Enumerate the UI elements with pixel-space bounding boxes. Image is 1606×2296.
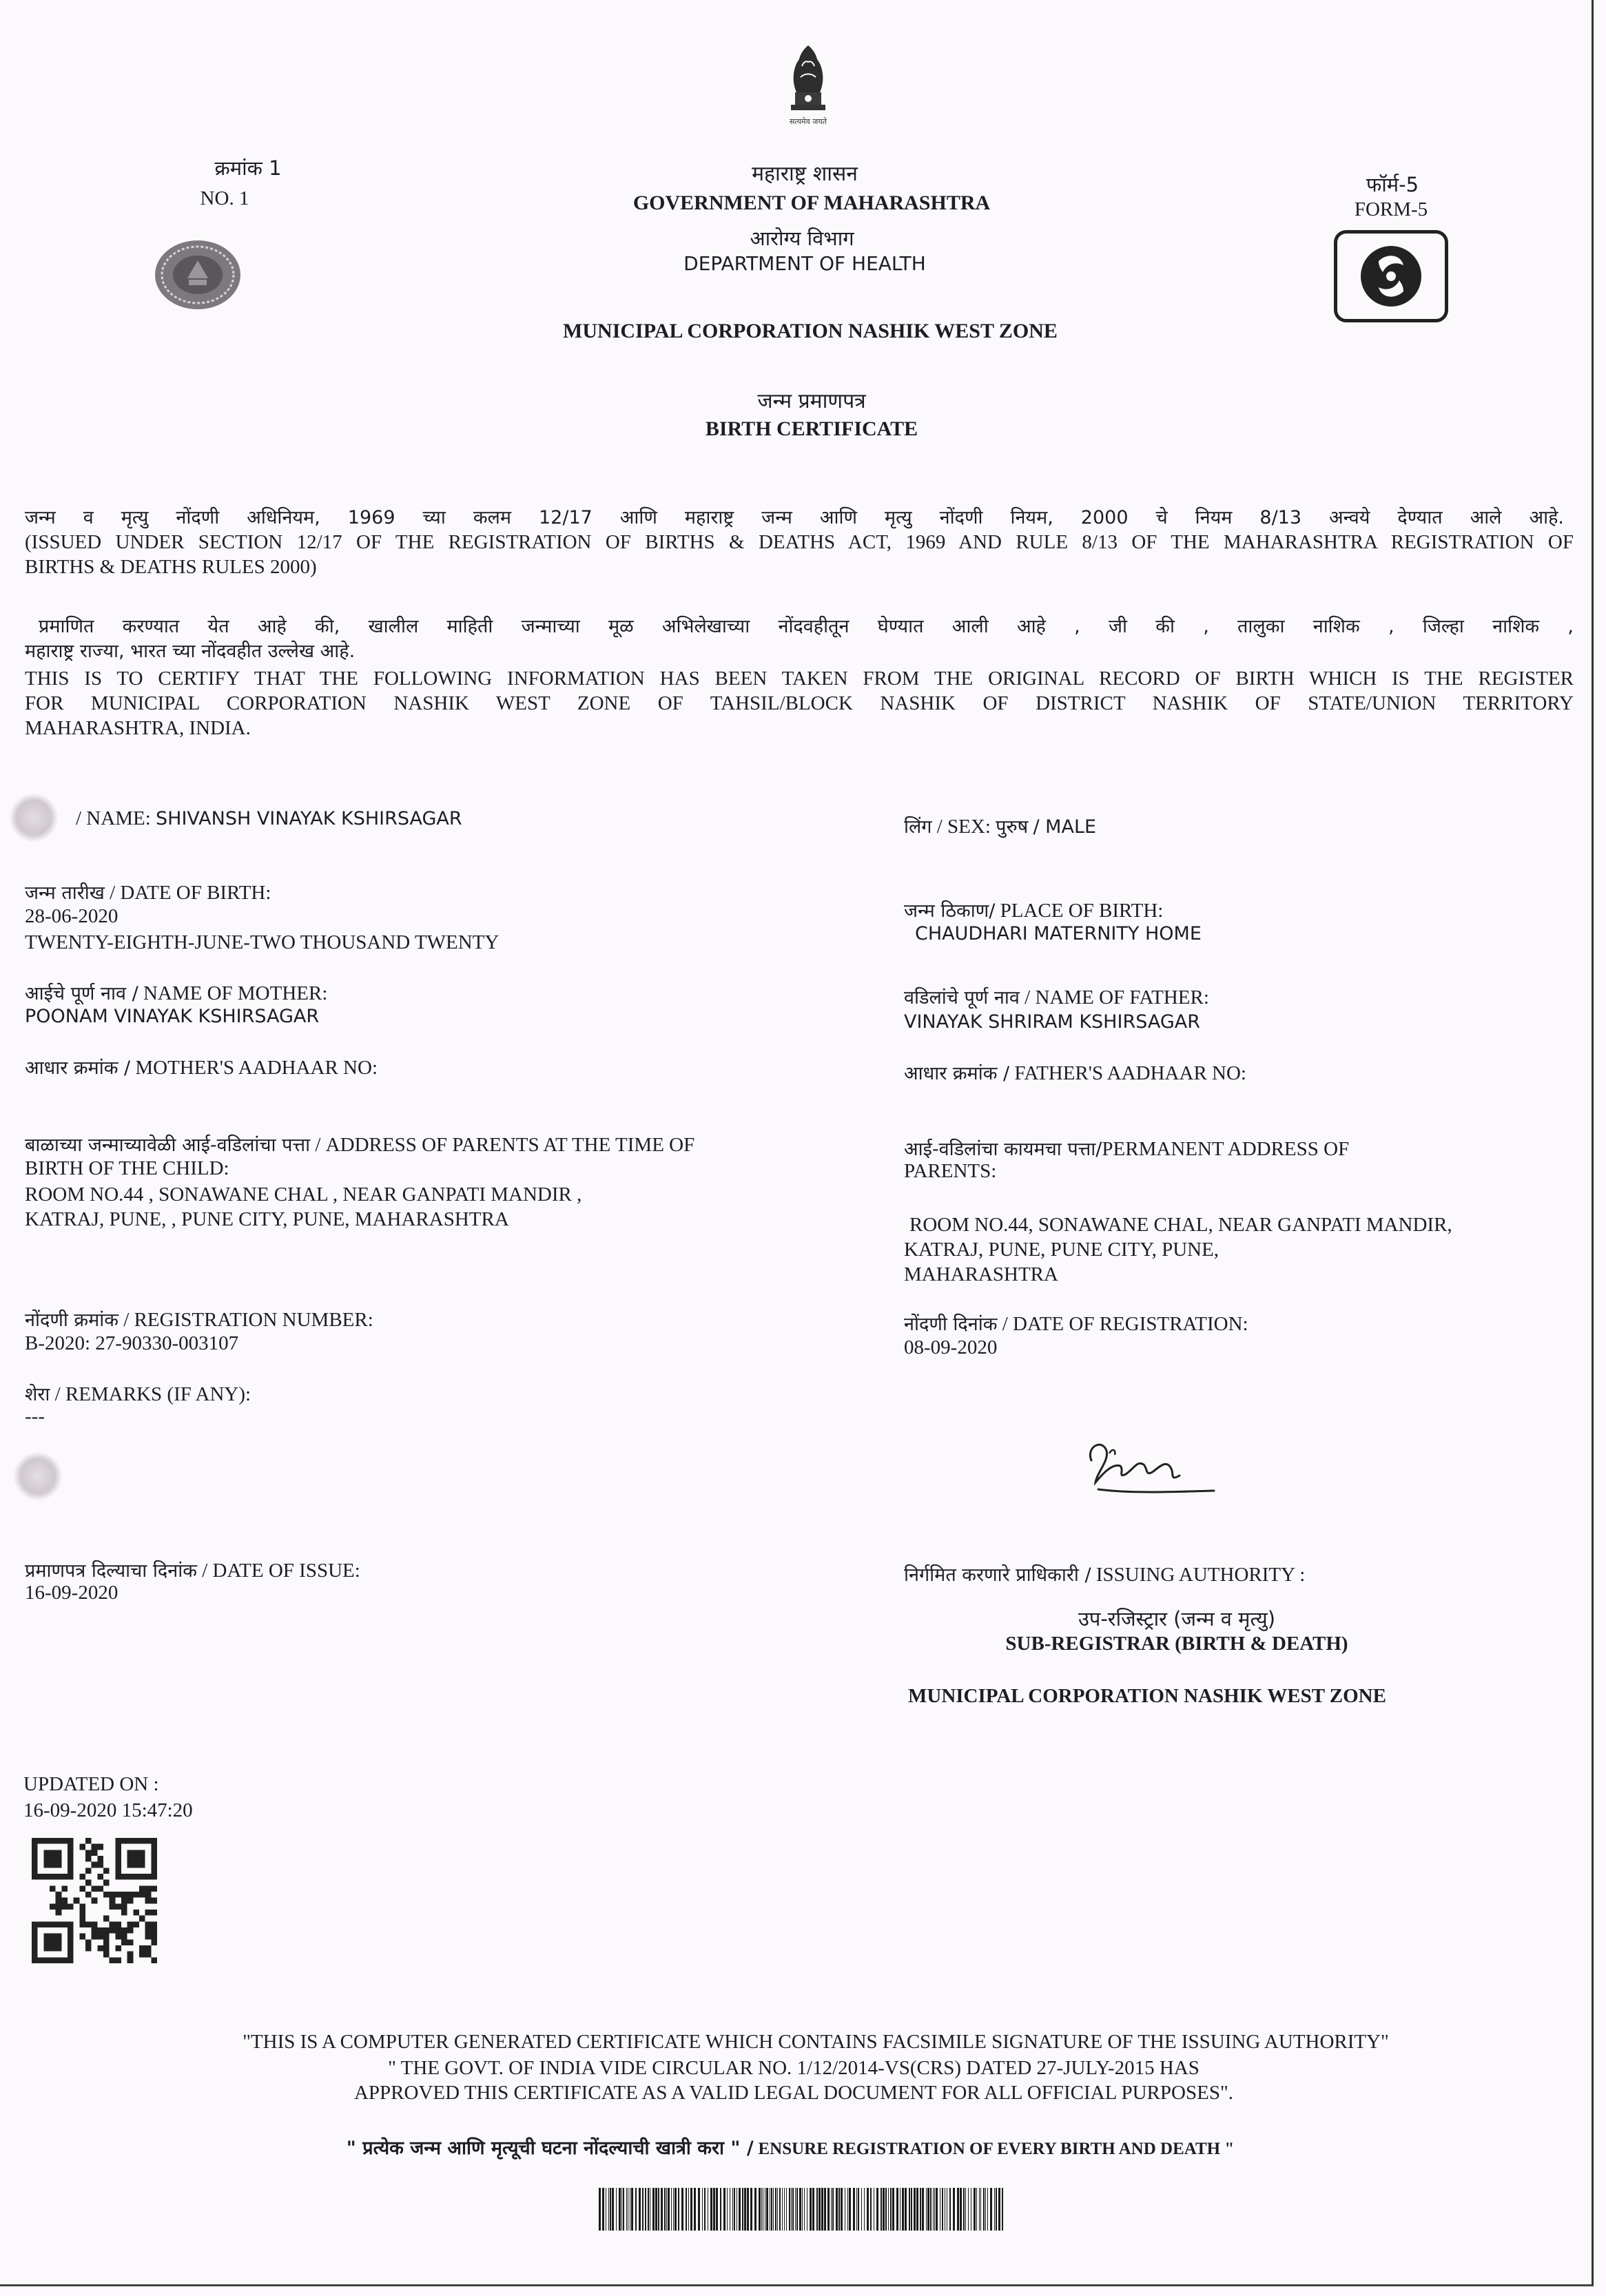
serial-number-hindi: क्रमांक 1 [214, 156, 282, 180]
certify-hindi-line-2: महाराष्ट्र राज्या, भारत च्या नोंदवहीत उल्लेख आहे. [25, 641, 356, 662]
birth-address-line-2: KATRAJ, PUNE, , PUNE CITY, PUNE, MAHARASHTRA [25, 1208, 509, 1230]
issuing-authority-label: निर्गमित करणारे प्राधिकारी / ISSUING AUTHORITY : [904, 1564, 1306, 1586]
sex-value-hindi: पुरुष [996, 816, 1029, 838]
registration-number-label: नोंदणी क्रमांक / REGISTRATION NUMBER: [25, 1309, 373, 1331]
circular-note-line-1: " THE GOVT. OF INDIA VIDE CIRCULAR NO. 1/12/2014-VS(CRS) DATED 27-JULY-2015 HAS [388, 2057, 1200, 2079]
date-of-birth: 28-06-2020 [25, 905, 119, 927]
government-hindi: महाराष्ट्र शासन [752, 162, 858, 186]
birth-address-line-1: ROOM NO.44 , SONAWANE CHAL , NEAR GANPATI MANDIR , [25, 1183, 582, 1206]
registration-slogan [347, 2134, 1234, 2160]
mother-name-label: आईचे पूर्ण नाव / NAME OF MOTHER: [25, 982, 328, 1004]
registration-date-label: नोंदणी दिनांक / DATE OF REGISTRATION: [904, 1313, 1248, 1335]
government-title: GOVERNMENT OF MAHARASHTRA [632, 192, 991, 214]
slogan-hindi: " प्रत्येक जन्म आणि मृत्यूची घटना नोंदल्याची खात्री करा " / [346, 2138, 754, 2159]
department-title: DEPARTMENT OF HEALTH [683, 252, 926, 275]
name-field [76, 807, 462, 830]
certify-line-2: FOR MUNICIPAL CORPORATION NASHIK WEST ZONE OF TAHSIL/BLOCK NASHIK OF DISTRICT NASHIK OF STATE/UNION TERRITORY [25, 692, 1574, 714]
sub-registrar-hindi: उप-रजिस्ट्रार (जन्म व मृत्यु) [1078, 1607, 1276, 1631]
father-name-label: वडिलांचे पूर्ण नाव / NAME OF FATHER: [904, 986, 1209, 1009]
issue-date-label: प्रमाणपत्र दिल्याचा दिनांक / DATE OF ISSUE: [25, 1560, 360, 1582]
name-label: / NAME: [76, 807, 151, 829]
registration-date: 08-09-2020 [904, 1336, 998, 1358]
corporation-title: MUNICIPAL CORPORATION NASHIK WEST ZONE [563, 320, 1058, 342]
serial-number: NO. 1 [200, 187, 249, 209]
issued-under-line-1: (ISSUED UNDER SECTION 12/17 OF THE REGISTRATION OF BIRTHS & DEATHS ACT, 1969 AND RULE 8/13 OF THE MAHARASHTRA REGISTRATION OF [25, 531, 1574, 553]
permanent-address-line-2: KATRAJ, PUNE, PUNE CITY, PUNE, [904, 1239, 1219, 1261]
remarks-value: --- [25, 1405, 45, 1427]
certify-line-3: MAHARASHTRA, INDIA. [25, 717, 251, 739]
department-hindi: आरोग्य विभाग [750, 227, 854, 250]
child-name: SHIVANSH VINAYAK KSHIRSAGAR [156, 808, 462, 829]
issued-under-hindi: जन्म व मृत्यु नोंदणी अधिनियम, 1969 च्या कलम 12/17 आणि महाराष्ट्र जन्म आणि मृत्यु नोंदणी नियम, 2000 चे नियम 8/13 अन्वये देण्यात आले आहे. [25, 507, 1564, 528]
place-of-birth: CHAUDHARI MATERNITY HOME [915, 923, 1202, 944]
municipal-seal-icon [153, 237, 243, 313]
remarks-label: शेरा / REMARKS (IF ANY): [25, 1383, 251, 1405]
permanent-address-line-3: MAHARASHTRA [904, 1263, 1058, 1285]
permanent-address-label-2: PARENTS: [904, 1160, 997, 1182]
svg-text:सत्यमेव जयते: सत्यमेव जयते [789, 117, 827, 126]
mother-aadhaar-label: आधार क्रमांक / MOTHER'S AADHAAR NO: [25, 1057, 378, 1079]
slogan-english: ENSURE REGISTRATION OF EVERY BIRTH AND DEATH " [758, 2140, 1235, 2158]
form-number: FORM-5 [1354, 198, 1428, 220]
issuing-corporation: MUNICIPAL CORPORATION NASHIK WEST ZONE [908, 1685, 1386, 1707]
paper-stain [14, 1452, 62, 1500]
sex-field: लिंग / SEX: पुरुष / MALE [904, 816, 1097, 838]
paper-stain [10, 794, 58, 842]
signature [1082, 1433, 1219, 1509]
issue-date: 16-09-2020 [25, 1582, 119, 1604]
sex-value: / MALE [1033, 816, 1097, 838]
certificate-title-hindi: जन्म प्रमाणपत्र [757, 389, 866, 413]
form-number-hindi: फॉर्म-5 [1366, 173, 1419, 196]
registration-number: B-2020: 27-90330-003107 [25, 1332, 239, 1354]
qr-code [32, 1838, 157, 1963]
place-of-birth-label: जन्म ठिकाण/ PLACE OF BIRTH: [904, 900, 1164, 922]
certificate-title: BIRTH CERTIFICATE [705, 417, 918, 440]
circular-note-line-2: APPROVED THIS CERTIFICATE AS A VALID LEGAL DOCUMENT FOR ALL OFFICIAL PURPOSES". [353, 2082, 1234, 2104]
barcode [599, 2188, 1004, 2231]
sub-registrar-title: SUB-REGISTRAR (BIRTH & DEATH) [1005, 1633, 1348, 1655]
dob-label: जन्म तारीख / DATE OF BIRTH: [25, 882, 271, 904]
updated-on-value: 16-09-2020 15:47:20 [23, 1799, 193, 1821]
mother-name: POONAM VINAYAK KSHIRSAGAR [25, 1006, 320, 1027]
updated-on-label: UPDATED ON : [23, 1773, 159, 1795]
national-emblem-icon [770, 39, 846, 128]
facsimile-note: "THIS IS A COMPUTER GENERATED CERTIFICATE WHICH CONTAINS FACSIMILE SIGNATURE OF THE ISSUING AUTHORITY" [243, 2031, 1389, 2053]
father-aadhaar-label: आधार क्रमांक / FATHER'S AADHAAR NO: [904, 1062, 1246, 1084]
father-name: VINAYAK SHRIRAM KSHIRSAGAR [904, 1011, 1200, 1033]
permanent-address-label: आई-वडिलांचा कायमचा पत्ता/PERMANENT ADDRESS OF [904, 1138, 1350, 1160]
certify-line-1: THIS IS TO CERTIFY THAT THE FOLLOWING INFORMATION HAS BEEN TAKEN FROM THE ORIGINAL RECORD OF BIRTH WHICH IS THE REGISTER [25, 668, 1574, 690]
birth-address-label: बाळाच्या जन्माच्यावेळी आई-वडिलांचा पत्ता / ADDRESS OF PARENTS AT THE TIME OF [25, 1134, 695, 1156]
certify-hindi-line-1: प्रमाणित करण्यात येत आहे की, खालील माहिती जन्माच्या मूळ अभिलेखाच्या नोंदवहीतून घेण्यात आली आहे , जी की , तालुका नाशिक , जिल्हा नाशिक , [39, 616, 1574, 637]
crs-logo-icon [1334, 230, 1448, 322]
date-of-birth-words: TWENTY-EIGHTH-JUNE-TWO THOUSAND TWENTY [25, 931, 500, 953]
birth-address-label-2: BIRTH OF THE CHILD: [25, 1157, 229, 1179]
permanent-address-line-1: ROOM NO.44, SONAWANE CHAL, NEAR GANPATI MANDIR, [909, 1214, 1452, 1236]
issued-under-line-2: BIRTHS & DEATHS RULES 2000) [25, 556, 317, 578]
